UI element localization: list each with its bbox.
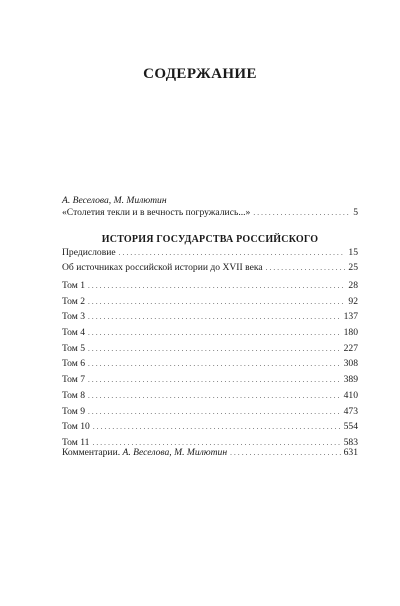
toc-entry-volume[interactable] <box>62 419 358 435</box>
toc-entry-label: Том 4 <box>62 327 86 339</box>
toc-entry-volume[interactable] <box>62 388 358 404</box>
toc-page-number: 137 <box>343 311 358 323</box>
toc-entry-label: Том 1 <box>62 280 86 291</box>
page-title: СОДЕРЖАНИЕ <box>143 66 257 82</box>
intro-authors: А. Веселова, М. Милютин <box>62 195 167 206</box>
toc-entry-commentary[interactable] <box>62 447 358 459</box>
toc-page-number: 410 <box>343 389 358 401</box>
dot-leader <box>88 404 341 421</box>
volumes-list <box>62 278 358 451</box>
toc-entry-sources[interactable] <box>62 260 358 275</box>
toc-page-number: 631 <box>343 447 358 458</box>
toc-entry-label: Том 2 <box>62 295 86 307</box>
toc-entry-volume[interactable] <box>62 341 358 357</box>
front-matter-list <box>62 245 358 275</box>
toc-page-number: 28 <box>348 280 358 291</box>
dot-leader <box>88 356 341 373</box>
dot-leader <box>88 278 345 295</box>
toc-entry-volume[interactable] <box>62 404 358 420</box>
dot-leader <box>88 325 341 342</box>
toc-entry-label <box>62 447 227 459</box>
dot-leader <box>119 245 346 261</box>
toc-page-number: 227 <box>343 342 358 354</box>
toc-page-number: 15 <box>348 247 358 258</box>
toc-entry-volume[interactable] <box>62 309 358 325</box>
toc-entry-label: Том 3 <box>62 311 86 323</box>
toc-entry-label: Том 5 <box>62 342 86 354</box>
dot-leader <box>88 294 345 311</box>
dot-leader <box>93 419 341 436</box>
section-heading: ИСТОРИЯ ГОСУДАРСТВА РОССИЙСКОГО <box>101 234 319 245</box>
toc-page-number: 5 <box>353 207 358 218</box>
commentary-label: Комментарии. <box>62 447 121 458</box>
toc-page-number: 92 <box>348 295 358 307</box>
toc-entry-label: Том 10 <box>62 421 90 433</box>
dot-leader <box>253 207 350 219</box>
dot-leader <box>230 447 340 459</box>
toc-entry-volume[interactable] <box>62 325 358 341</box>
toc-entry-label: Об источниках российской истории до XVII века <box>62 262 263 273</box>
dot-leader <box>88 388 341 405</box>
dot-leader <box>266 260 346 276</box>
toc-page-number: 25 <box>348 262 358 273</box>
toc-entry-label: Том 9 <box>62 405 86 417</box>
dot-leader <box>88 309 341 326</box>
toc-entry-label: Предисловие <box>62 247 116 258</box>
toc-entry-volume[interactable] <box>62 356 358 372</box>
toc-entry-intro[interactable] <box>62 207 358 219</box>
toc-entry-label: Том 6 <box>62 358 86 370</box>
toc-entry-label: «Столетия текли и в вечность погружались...» <box>62 207 251 218</box>
toc-page-number: 473 <box>343 405 358 417</box>
toc-page-number: 554 <box>343 421 358 433</box>
commentary-list <box>62 447 358 459</box>
dot-leader <box>88 372 341 389</box>
toc-entry-label: Том 7 <box>62 374 86 386</box>
toc-page-number: 180 <box>343 327 358 339</box>
toc-entry-volume[interactable] <box>62 372 358 388</box>
toc-entry-volume[interactable] <box>62 278 358 294</box>
intro-section <box>62 195 358 219</box>
toc-entry-volume[interactable] <box>62 294 358 310</box>
dot-leader <box>88 341 341 358</box>
toc-page-number: 583 <box>343 436 358 448</box>
toc-page-number: 389 <box>343 374 358 386</box>
commentary-authors: А. Веселова, М. Милютин <box>122 447 228 458</box>
toc-entry-label: Том 11 <box>62 436 90 448</box>
toc-entry-label: Том 8 <box>62 389 86 401</box>
toc-page-number: 308 <box>343 358 358 370</box>
toc-entry-preface[interactable] <box>62 245 358 260</box>
